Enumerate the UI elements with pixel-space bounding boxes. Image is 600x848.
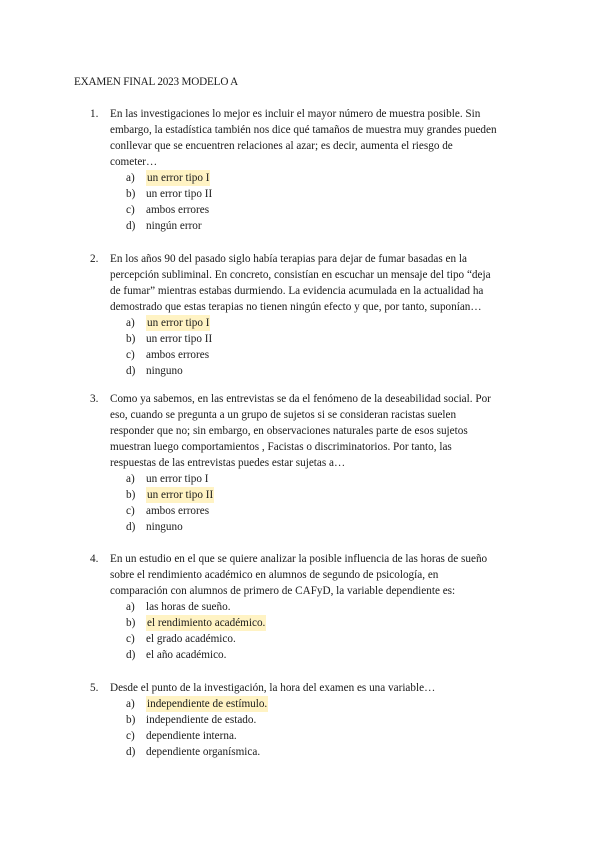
question-number: 2. bbox=[90, 253, 99, 265]
answer-option-d bbox=[126, 744, 522, 760]
answer-option-a bbox=[126, 599, 522, 615]
option-text: ambos errores bbox=[146, 204, 210, 216]
stem-line: En las investigaciones lo mejor es incluir el mayor número de muestra posible. Sin bbox=[110, 108, 481, 120]
option-letter: b) bbox=[126, 333, 136, 345]
question-stem bbox=[110, 551, 522, 599]
answer-option-d bbox=[126, 647, 522, 663]
stem-line: percepción subliminal. En concreto, consistían en escuchar un mensaje del tipo “deja bbox=[110, 269, 491, 281]
answer-option-c bbox=[126, 631, 522, 647]
highlighted-answer-text: un error tipo I bbox=[147, 172, 210, 184]
stem-line: Desde el punto de la investigación, la hora del examen es una variable… bbox=[110, 682, 436, 694]
stem-line: eso, cuando se pregunta a un grupo de sujetos si se consideran racistas suelen bbox=[110, 409, 457, 421]
option-letter: b) bbox=[126, 714, 136, 726]
stem-line: demostrado que estas terapias no tienen ningún efecto y que, por tanto, suponían… bbox=[110, 301, 482, 313]
option-letter: d) bbox=[126, 220, 136, 232]
option-text: un error tipo I bbox=[146, 473, 209, 485]
stem-line: comparación con alumnos de primero de CAFyD, la variable dependiente es: bbox=[110, 585, 456, 597]
answer-option-d bbox=[126, 218, 522, 234]
stem-line: responder que no; sin embargo, en observaciones naturales parte de esos sujetos bbox=[110, 425, 468, 437]
highlighted-answer-text: un error tipo I bbox=[147, 317, 210, 329]
option-letter: b) bbox=[126, 617, 136, 629]
option-letter: a) bbox=[126, 473, 135, 485]
question-2 bbox=[90, 251, 522, 379]
option-text: el año académico. bbox=[146, 649, 227, 661]
stem-line: Como ya sabemos, en las entrevistas se da el fenómeno de la deseabilidad social. Por bbox=[110, 393, 491, 405]
question-3 bbox=[90, 391, 522, 535]
answer-option-d bbox=[126, 519, 522, 535]
option-letter: c) bbox=[126, 349, 135, 361]
question-stem bbox=[110, 391, 522, 471]
option-letter: c) bbox=[126, 633, 135, 645]
answer-option-b bbox=[126, 186, 522, 202]
answer-options bbox=[126, 170, 522, 234]
question-5 bbox=[90, 680, 522, 760]
option-text: ambos errores bbox=[146, 505, 210, 517]
option-letter: a) bbox=[126, 601, 135, 613]
exam-title: EXAMEN FINAL 2023 MODELO A bbox=[74, 76, 239, 88]
answer-option-c bbox=[126, 728, 522, 744]
answer-option-a bbox=[126, 471, 522, 487]
option-letter: a) bbox=[126, 698, 135, 710]
option-text: el grado académico. bbox=[146, 633, 236, 645]
highlighted-answer-text: el rendimiento académico. bbox=[147, 617, 266, 629]
stem-line: embargo, la estadística también nos dice qué tamaños de muestra muy grandes pueden bbox=[110, 124, 497, 136]
option-text: ambos errores bbox=[146, 349, 210, 361]
answer-option-b bbox=[126, 712, 522, 728]
question-number: 1. bbox=[90, 108, 99, 120]
question-stem bbox=[110, 106, 522, 170]
question-number: 3. bbox=[90, 393, 99, 405]
answer-options bbox=[126, 471, 522, 535]
option-letter: a) bbox=[126, 172, 135, 184]
answer-option-c bbox=[126, 202, 522, 218]
answer-options bbox=[126, 599, 522, 663]
answer-option-c bbox=[126, 503, 522, 519]
answer-options bbox=[126, 696, 522, 760]
question-4 bbox=[90, 551, 522, 663]
option-text: un error tipo II bbox=[146, 333, 213, 345]
answer-option-d bbox=[126, 363, 522, 379]
stem-line: de fumar” mientras estabas durmiendo. La evidencia acumulada en la actualidad ha bbox=[110, 285, 484, 297]
answer-option-b bbox=[126, 487, 522, 503]
option-text: dependiente organísmica. bbox=[146, 746, 261, 758]
question-stem bbox=[110, 251, 522, 315]
option-text: un error tipo II bbox=[146, 188, 213, 200]
option-letter: c) bbox=[126, 730, 135, 742]
stem-line: conllevar que se encuentren relaciones al azar; es decir, aumenta el riesgo de bbox=[110, 140, 453, 152]
option-text: ningún error bbox=[146, 220, 202, 232]
question-number: 4. bbox=[90, 553, 99, 565]
answer-option-a bbox=[126, 170, 522, 186]
stem-line: En los años 90 del pasado siglo había terapias para dejar de fumar basadas en la bbox=[110, 253, 467, 265]
option-text: ninguno bbox=[146, 365, 183, 377]
answer-options bbox=[126, 315, 522, 379]
stem-line: muestran luego comportamientos , Facistas o discriminatorios. Por tanto, las bbox=[110, 441, 452, 453]
stem-line: sobre el rendimiento académico en alumnos de segundo de psicología, en bbox=[110, 569, 439, 581]
highlighted-answer-text: un error tipo II bbox=[147, 489, 214, 501]
option-letter: b) bbox=[126, 188, 136, 200]
stem-line: respuestas de las entrevistas puedes estar sujetas a… bbox=[110, 457, 346, 469]
answer-option-b bbox=[126, 331, 522, 347]
option-letter: b) bbox=[126, 489, 136, 501]
option-letter: c) bbox=[126, 204, 135, 216]
option-letter: d) bbox=[126, 746, 136, 758]
answer-option-b bbox=[126, 615, 522, 631]
answer-option-a bbox=[126, 315, 522, 331]
option-letter: d) bbox=[126, 649, 136, 661]
option-letter: c) bbox=[126, 505, 135, 517]
option-text: independiente de estado. bbox=[146, 714, 257, 726]
stem-line: cometer… bbox=[110, 156, 158, 168]
option-letter: d) bbox=[126, 365, 136, 377]
option-letter: d) bbox=[126, 521, 136, 533]
stem-line: En un estudio en el que se quiere analizar la posible influencia de las horas de sueño bbox=[110, 553, 488, 565]
question-1 bbox=[90, 106, 522, 234]
answer-option-a bbox=[126, 696, 522, 712]
question-number: 5. bbox=[90, 682, 99, 694]
question-stem bbox=[110, 680, 522, 696]
option-text: dependiente interna. bbox=[146, 730, 237, 742]
option-text: ninguno bbox=[146, 521, 183, 533]
highlighted-answer-text: independiente de estímulo. bbox=[147, 698, 268, 710]
answer-option-c bbox=[126, 347, 522, 363]
option-text: las horas de sueño. bbox=[146, 601, 231, 613]
option-letter: a) bbox=[126, 317, 135, 329]
